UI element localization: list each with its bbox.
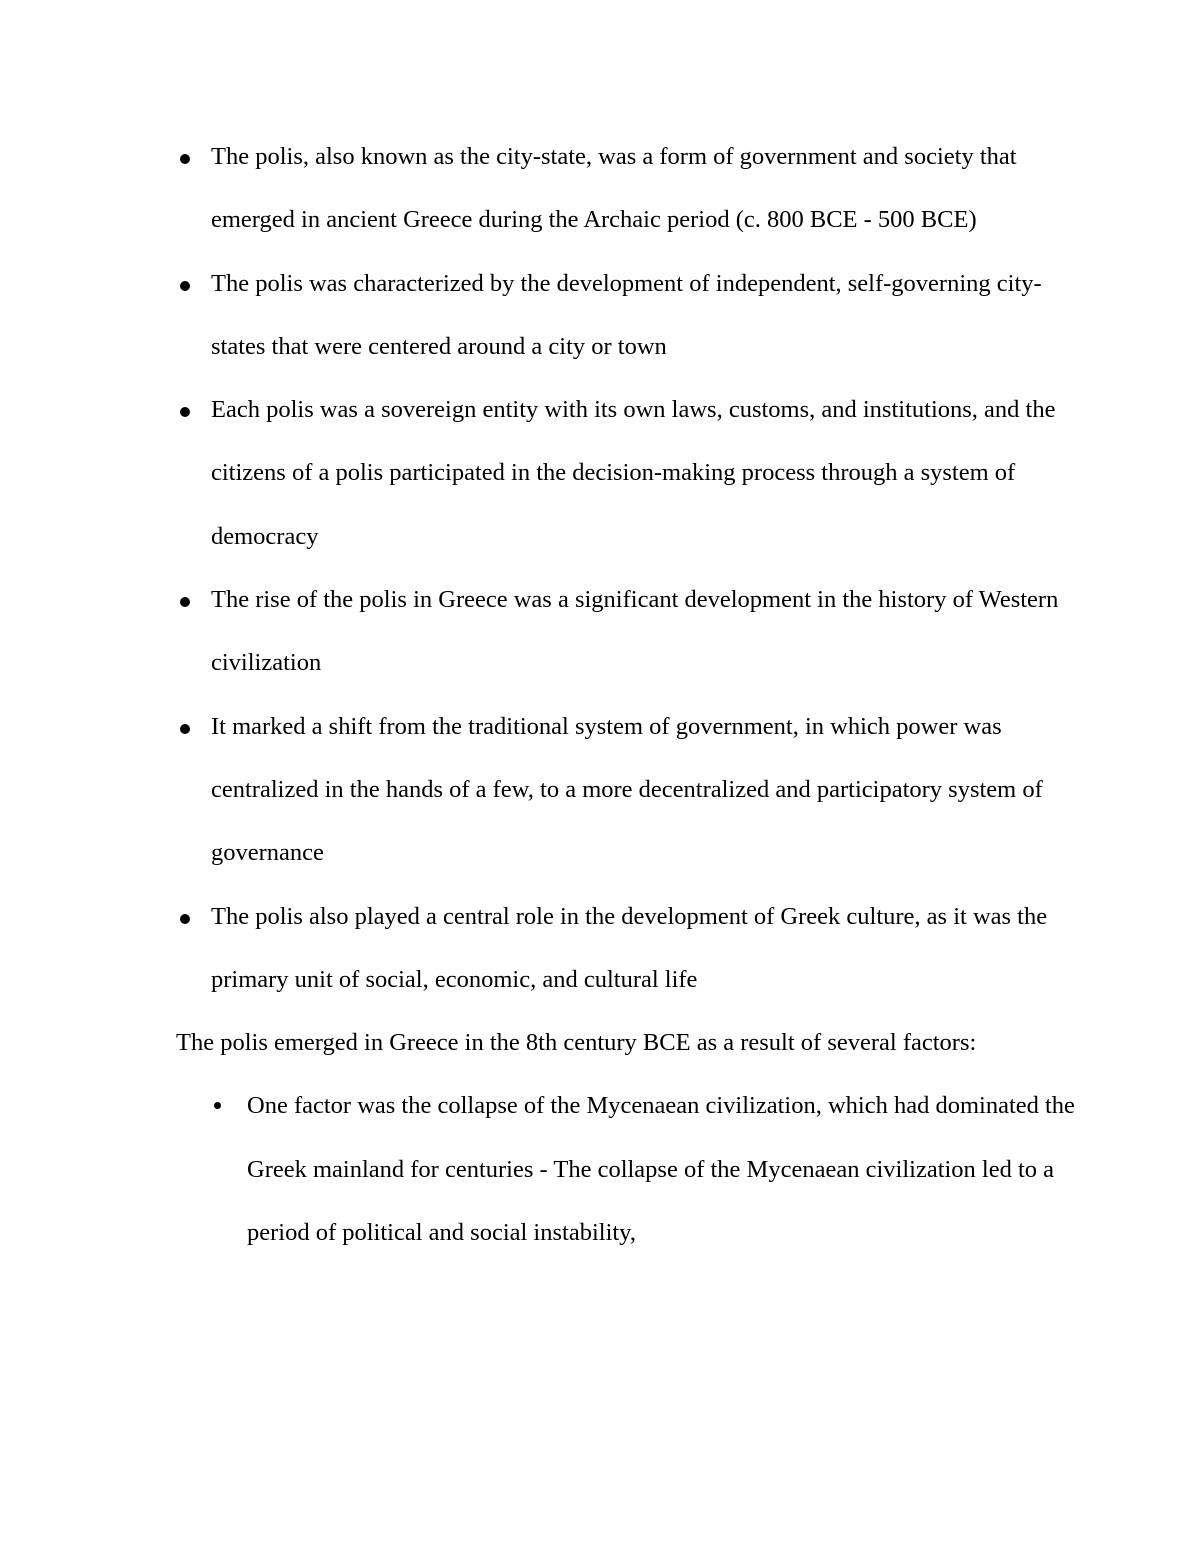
- list-item: [176, 252, 1096, 379]
- bullet-icon: [180, 154, 190, 164]
- bullet-icon: [214, 1102, 221, 1109]
- list-item: [176, 695, 1096, 885]
- list-item-text: The polis was characterized by the development of independent, self-governing city-states that were centered around a city or town: [211, 269, 1042, 360]
- list-item: [176, 568, 1096, 695]
- bullet-list: [176, 125, 1096, 1011]
- list-item-text: The polis also played a central role in the development of Greek culture, as it was the primary unit of social, economic, and cultural life: [211, 902, 1048, 993]
- bullet-icon: [180, 597, 190, 607]
- list-item: [176, 378, 1096, 568]
- list-item-text: It marked a shift from the traditional system of government, in which power was centralized in the hands of a few, to a more decentralized and participatory system of governance: [211, 712, 1043, 867]
- list-item: [176, 125, 1096, 252]
- list-item-text: The rise of the polis in Greece was a significant development in the history of Western civilization: [211, 586, 1059, 677]
- bullet-icon: [180, 914, 190, 924]
- list-item-text: Each polis was a sovereign entity with its own laws, customs, and institutions, and the citizens of a polis participated in the decision-making process through a system of democracy: [211, 396, 1056, 550]
- bullet-icon: [180, 281, 190, 291]
- sub-list-item-text: One factor was the collapse of the Mycenaean civilization, which had dominated the Greek mainland for centuries - The collapse of the Mycenaean civilization led to a period of political and social instability,: [247, 1092, 1075, 1247]
- sub-list-item: [176, 1074, 1096, 1264]
- list-item: [176, 885, 1096, 1012]
- bullet-icon: [180, 407, 190, 417]
- body-paragraph: The polis emerged in Greece in the 8th century BCE as a result of several factors:: [176, 1029, 977, 1057]
- document-body: [176, 125, 1096, 1264]
- bullet-icon: [180, 724, 190, 734]
- list-item-text: The polis, also known as the city-state, was a form of government and society that emerged in ancient Greece during the Archaic period (c. 800 BCE - 500 BCE): [211, 143, 1017, 234]
- sub-bullet-list: [176, 1074, 1096, 1264]
